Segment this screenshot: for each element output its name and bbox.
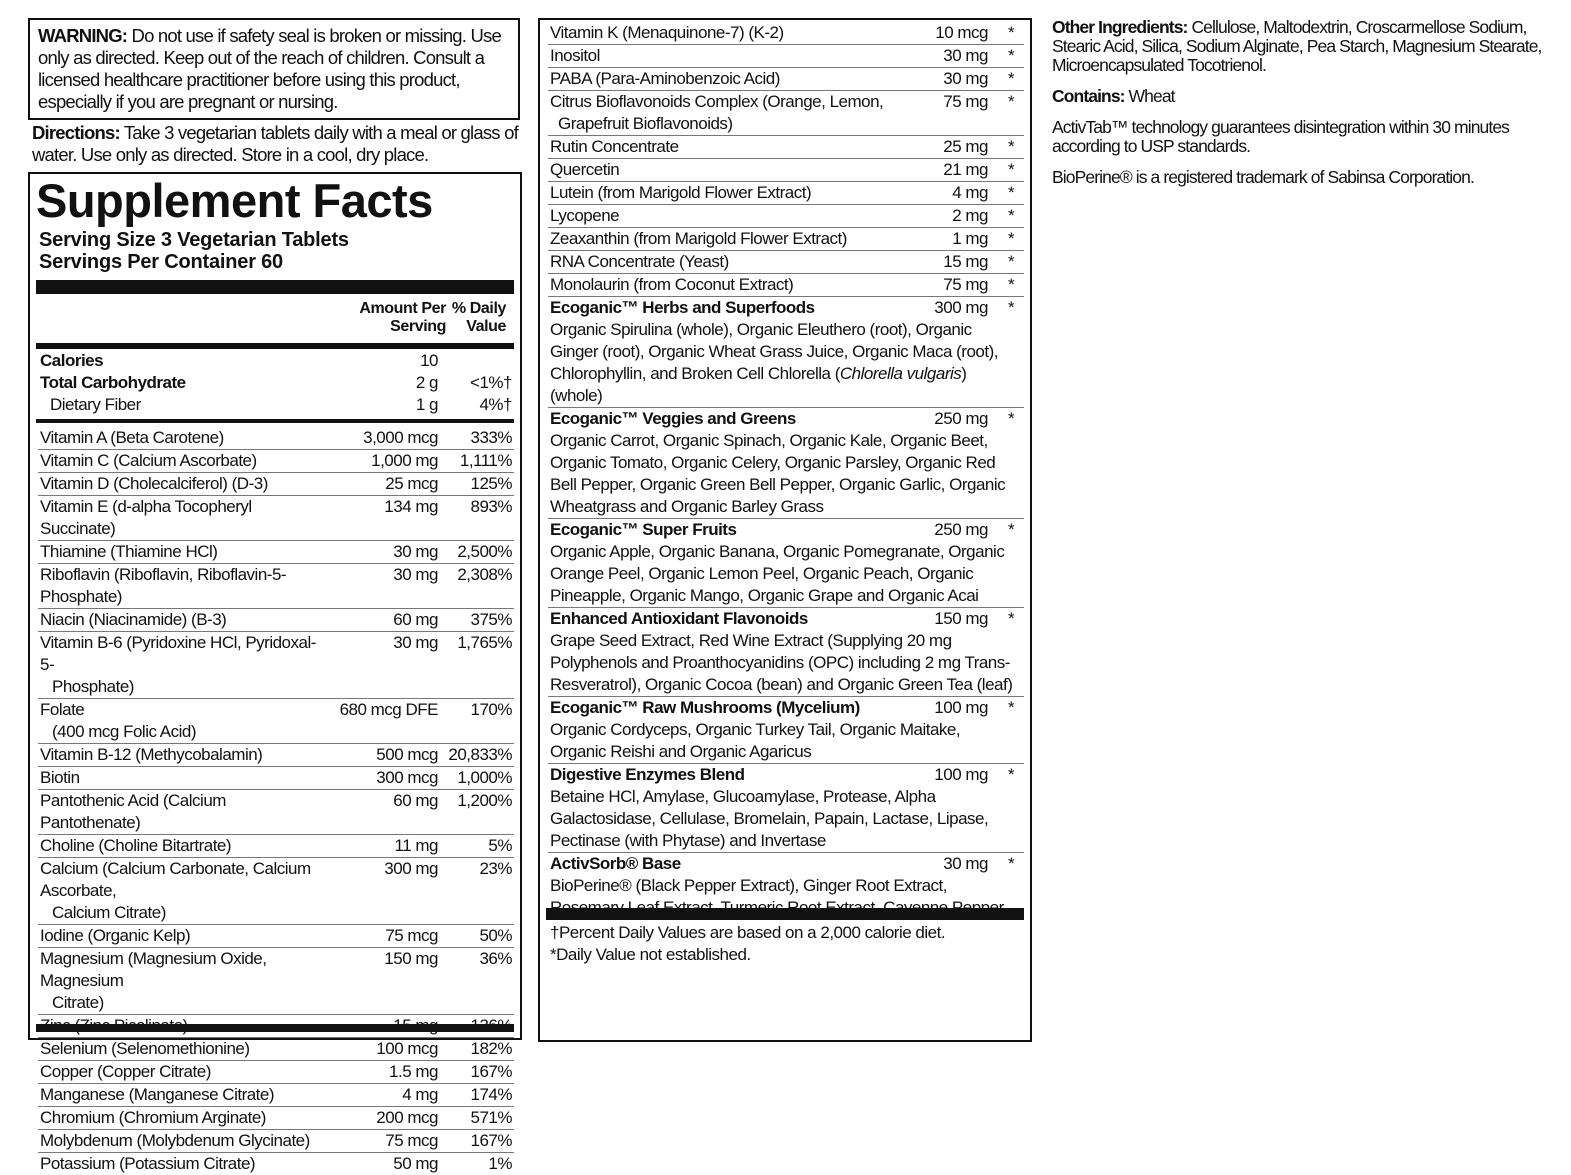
blend-ingredients-text: Organic Spirulina (whole), Organic Eleuthero (root), Organic Ginger (root), Organic Wheat Grass Juice, Organic Maca (root), Chlorophyllin, and Broken Cell Chlorella (	[550, 320, 998, 383]
nutrient-name-line: Vitamin C (Calcium Ascorbate)	[40, 451, 257, 470]
nutrient-dv: 23%	[479, 859, 512, 878]
nutrient-row	[548, 182, 1024, 205]
other-ingredients-text: Cellulose, Maltodextrin, Croscarmellose Sodium, Stearic Acid, Silica, Sodium Alginate, Pea Starch, Magnesium Stearate, Microencapsulated Tocotrienol.	[1052, 17, 1542, 75]
nutrient-name-line: Lycopene	[550, 206, 620, 225]
nutrient-dv: 2,308%	[457, 565, 512, 584]
nutrient-name-line: Vitamin D (Cholecalciferol) (D-3)	[40, 474, 268, 493]
nutrient-name	[38, 1038, 328, 1060]
blend-ingredients	[548, 430, 1024, 519]
dv-asterisk: *	[1007, 609, 1015, 628]
nutrient-name	[38, 790, 328, 834]
nutrient-name	[38, 450, 328, 472]
nutrient-name	[548, 45, 888, 67]
blend-amount: 100 mg	[934, 698, 988, 717]
nutrient-dv: 1%	[488, 1154, 512, 1173]
nutrient-row	[38, 372, 514, 394]
blend-row	[548, 853, 1024, 875]
divider-bar	[36, 343, 514, 349]
blend-ingredients-text: Organic Cordyceps, Organic Turkey Tail, Organic Maitake, Organic Reishi and Organic Agaricus	[550, 720, 961, 761]
dv-asterisk: *	[1007, 69, 1015, 88]
nutrient-name	[548, 228, 888, 250]
blend-name: Ecoganic™ Raw Mushrooms (Mycelium)	[550, 698, 860, 717]
nutrient-name	[548, 91, 888, 135]
nutrient-name: Calories	[40, 351, 104, 370]
nutrient-name	[548, 68, 888, 90]
warning-label: WARNING:	[38, 25, 128, 46]
nutrient-row	[38, 835, 514, 858]
nutrient-amount: 150 mg	[384, 949, 438, 968]
nutrient-name	[548, 205, 888, 227]
blend-row	[548, 608, 1024, 630]
nutrient-row	[38, 1107, 514, 1130]
nutrient-dv: 1,200%	[457, 791, 512, 810]
dv-asterisk: *	[1007, 206, 1015, 225]
nutrient-dv: 5%	[488, 836, 512, 855]
nutrient-amount: 4 mg	[402, 1085, 438, 1104]
blend-name: ActivSorb® Base	[550, 854, 681, 873]
nutrient-amount: 1,000 mg	[371, 451, 438, 470]
blend-amount: 150 mg	[934, 609, 988, 628]
nutrient-dv: 1,111%	[459, 451, 512, 470]
nutrient-row	[38, 699, 514, 744]
nutrient-name-line: Selenium (Selenomethionine)	[40, 1039, 250, 1058]
nutrient-amount: 21 mg	[943, 160, 988, 179]
dv-asterisk: *	[1007, 229, 1015, 248]
nutrient-amount: 30 mg	[943, 46, 988, 65]
right-column	[1052, 18, 1552, 199]
nutrient-amount: 680 mcg DFE	[339, 700, 438, 719]
nutrient-name	[38, 541, 328, 563]
nutrient-row	[548, 251, 1024, 274]
nutrient-dv	[438, 350, 514, 372]
dv-asterisk: *	[1007, 698, 1015, 717]
dv-asterisk: *	[1007, 23, 1015, 42]
nutrient-dv: 571%	[470, 1108, 512, 1127]
blend-name: Digestive Enzymes Blend	[550, 765, 745, 784]
nutrient-dv: 2,500%	[457, 542, 512, 561]
nutrient-name-line: Calcium Citrate)	[52, 903, 166, 922]
nutrient-name-line: Grapefruit Bioflavonoids)	[558, 114, 733, 133]
nutrient-name	[38, 473, 328, 495]
blend-amount: 30 mg	[943, 854, 988, 873]
nutrient-dv: 1,765%	[457, 633, 512, 652]
nutrient-name	[38, 427, 328, 449]
nutrient-amount: 1.5 mg	[389, 1062, 438, 1081]
nutrient-name-line: Pantothenic Acid (Calcium Pantothenate)	[40, 791, 226, 832]
nutrient-amount: 75 mg	[943, 92, 988, 111]
directions-label: Directions:	[32, 122, 120, 143]
nutrient-amount: 300 mg	[384, 859, 438, 878]
nutrient-name-line: Zeaxanthin (from Marigold Flower Extract)	[550, 229, 847, 248]
nutrient-row	[38, 1061, 514, 1084]
nutrient-name: Total Carbohydrate	[40, 373, 186, 392]
nutrient-row	[38, 350, 514, 372]
nutrient-dv: 167%	[470, 1131, 512, 1150]
nutrient-name	[548, 182, 888, 204]
nutrient-name	[38, 835, 328, 857]
nutrient-dv: 170%	[470, 700, 512, 719]
nutrient-row	[38, 1130, 514, 1153]
nutrient-amount: 25 mcg	[385, 474, 438, 493]
nutrient-row	[548, 45, 1024, 68]
nutrient-amount: 2 mg	[952, 206, 988, 225]
nutrient-row	[38, 1153, 514, 1175]
nutrient-row	[38, 925, 514, 948]
nutrient-name: Dietary Fiber	[50, 395, 141, 414]
nutrient-name-line: Citrate)	[52, 993, 104, 1012]
activtab-note: ActivTab™ technology guarantees disintegration within 30 minutes according to USP standards.	[1052, 117, 1510, 156]
nutrient-amount: 75 mg	[943, 275, 988, 294]
blend-name: Ecoganic™ Veggies and Greens	[550, 409, 796, 428]
nutrient-row	[548, 136, 1024, 159]
nutrient-name	[38, 1153, 328, 1175]
nutrient-name	[548, 274, 888, 296]
nutrient-amount: 15 mg	[943, 252, 988, 271]
nutrient-name-line: Thiamine (Thiamine HCl)	[40, 542, 218, 561]
nutrient-name-line: Quercetin	[550, 160, 620, 179]
blend-amount: 250 mg	[934, 409, 988, 428]
nutrient-name-line: Vitamin A (Beta Carotene)	[40, 428, 224, 447]
nutrient-amount: 4 mg	[952, 183, 988, 202]
dv-asterisk: *	[1007, 298, 1015, 317]
nutrient-row	[548, 91, 1024, 136]
nutrient-name-line: Calcium (Calcium Carbonate, Calcium Ascorbate,	[40, 859, 311, 900]
nutrient-dv: 893%	[470, 497, 512, 516]
footnote-daily-values: †Percent Daily Values are based on a 2,000 calorie diet.	[550, 923, 946, 942]
serving-size: Serving Size 3 Vegetarian Tablets	[39, 229, 349, 251]
nutrient-dv: 167%	[470, 1062, 512, 1081]
nutrient-name-line: PABA (Para-Aminobenzoic Acid)	[550, 69, 780, 88]
nutrient-name-line: Inositol	[550, 46, 600, 65]
nutrient-amount: 2 g	[415, 373, 438, 392]
warning-text: Do not use if safety seal is broken or missing. Use only as directed. Keep out of the reach of children. Consult a licensed healthcare practitioner before using this product, especially if you are pregnant or nursing.	[38, 25, 501, 112]
nutrient-amount: 75 mcg	[385, 926, 438, 945]
nutrient-row	[38, 790, 514, 835]
vitamin-rows	[38, 427, 514, 1175]
nutrient-name	[38, 699, 328, 743]
nutrient-row	[548, 22, 1024, 45]
bioperine-note: BioPerine® is a registered trademark of Sabinsa Corporation.	[1052, 167, 1474, 187]
nutrient-name-line: Iodine (Organic Kelp)	[40, 926, 191, 945]
nutrient-amount: 50 mg	[393, 1154, 438, 1173]
nutrient-name	[38, 767, 328, 789]
nutrient-name	[38, 858, 328, 924]
blend-ingredients	[548, 630, 1024, 697]
nutrient-name	[548, 136, 888, 158]
blend-row	[548, 297, 1024, 319]
dv-asterisk: *	[1007, 275, 1015, 294]
dv-asterisk: *	[1007, 46, 1015, 65]
blend-name: Enhanced Antioxidant Flavonoids	[550, 609, 808, 628]
nutrient-name	[38, 744, 328, 766]
nutrient-name-line: Vitamin B-12 (Methycobalamin)	[40, 745, 263, 764]
nutrient-name	[38, 948, 328, 1014]
nutrient-row	[38, 1038, 514, 1061]
nutrient-dv: 50%	[479, 926, 512, 945]
nutrient-name-line: Magnesium (Magnesium Oxide, Magnesium	[40, 949, 267, 990]
nutrient-name-line: Lutein (from Marigold Flower Extract)	[550, 183, 812, 202]
nutrient-dv: 4%†	[479, 395, 512, 414]
nutrient-name-line: Vitamin K (Menaquinone-7) (K-2)	[550, 23, 784, 42]
nutrient-row	[38, 473, 514, 496]
nutrient-name-line: Manganese (Manganese Citrate)	[40, 1085, 275, 1104]
nutrient-amount: 10 mcg	[935, 23, 988, 42]
contains	[1052, 87, 1552, 106]
blend-ingredients-text: Grape Seed Extract, Red Wine Extract (Supplying 20 mg Polyphenols and Proanthocyanidins (OPC) including 2 mg Trans-Resveratrol), Organic Cocoa (bean) and Organic Green Tea (leaf)	[550, 631, 1013, 694]
header-daily-value: % Daily Value	[451, 300, 506, 335]
nutrient-name	[548, 251, 888, 273]
nutrient-row	[38, 496, 514, 541]
nutrient-row	[38, 1084, 514, 1107]
supplement-facts-continued	[538, 18, 1032, 1042]
nutrient-row	[548, 274, 1024, 297]
other-ingredients-label: Other Ingredients:	[1052, 17, 1188, 37]
supplement-facts-panel	[28, 172, 522, 1173]
contains-label: Contains:	[1052, 86, 1125, 106]
nutrient-name-line: (400 mcg Folic Acid)	[52, 722, 196, 741]
nutrient-row	[548, 228, 1024, 251]
blend-ingredients	[548, 719, 1024, 764]
directions	[32, 122, 520, 166]
dv-asterisk: *	[1007, 137, 1015, 156]
mid-rows	[548, 22, 1024, 919]
nutrient-amount: 100 mcg	[376, 1039, 438, 1058]
nutrient-amount: 60 mg	[393, 791, 438, 810]
nutrient-row	[38, 427, 514, 450]
directions-text: Take 3 vegetarian tablets daily with a meal or glass of water. Use only as directed. Store in a cool, dry place.	[32, 122, 518, 165]
blend-ingredients	[548, 319, 1024, 408]
nutrient-row	[548, 205, 1024, 228]
supplement-facts-title: Supplement Facts	[36, 174, 433, 227]
nutrient-name	[38, 564, 328, 608]
nutrient-name-line: Niacin (Niacinamide) (B-3)	[40, 610, 227, 629]
nutrient-name	[38, 1061, 328, 1083]
nutrient-amount: 500 mcg	[376, 745, 438, 764]
blend-amount: 100 mg	[934, 765, 988, 784]
nutrient-row	[38, 564, 514, 609]
blend-name: Ecoganic™ Super Fruits	[550, 520, 737, 539]
nutrient-name-line: Biotin	[40, 768, 80, 787]
nutrient-name	[38, 925, 328, 947]
nutrient-row	[38, 541, 514, 564]
blend-row	[548, 697, 1024, 719]
dv-asterisk: *	[1007, 252, 1015, 271]
other-ingredients	[1052, 18, 1552, 75]
warning-box	[28, 18, 520, 120]
nutrient-amount: 30 mg	[393, 565, 438, 584]
calorie-rows	[38, 350, 514, 416]
nutrient-row	[548, 159, 1024, 182]
footnote-not-established: *Daily Value not established.	[550, 945, 751, 964]
nutrient-name-line: Potassium (Potassium Citrate)	[40, 1154, 256, 1173]
nutrient-name-line: Choline (Choline Bitartrate)	[40, 836, 232, 855]
contains-text: Wheat	[1124, 86, 1175, 106]
nutrient-amount: 60 mg	[393, 610, 438, 629]
nutrient-dv: 333%	[470, 428, 512, 447]
dv-asterisk: *	[1007, 183, 1015, 202]
nutrient-dv: <1%†	[470, 373, 512, 392]
nutrient-name	[38, 609, 328, 631]
nutrient-dv: 174%	[470, 1085, 512, 1104]
nutrient-amount: 200 mcg	[376, 1108, 438, 1127]
nutrient-amount: 30 mg	[943, 69, 988, 88]
nutrient-amount: 30 mg	[393, 633, 438, 652]
blend-amount: 250 mg	[934, 520, 988, 539]
nutrient-amount: 1 g	[415, 395, 438, 414]
nutrient-amount: 3,000 mcg	[363, 428, 438, 447]
dv-asterisk: *	[1007, 854, 1015, 873]
nutrient-amount: 134 mg	[384, 497, 438, 516]
nutrient-row	[38, 609, 514, 632]
nutrient-name-line: Riboflavin (Riboflavin, Riboflavin-5-Phosphate)	[40, 565, 287, 606]
nutrient-row	[38, 744, 514, 767]
nutrient-name	[38, 1107, 328, 1129]
nutrient-name-line: Rutin Concentrate	[550, 137, 679, 156]
nutrient-name-line: Citrus Bioflavonoids Complex (Orange, Lemon,	[550, 92, 884, 111]
nutrient-name	[38, 1084, 328, 1106]
blend-name: Ecoganic™ Herbs and Superfoods	[550, 298, 815, 317]
nutrient-name	[38, 496, 328, 540]
servings-per-container: Servings Per Container 60	[39, 251, 283, 273]
dv-asterisk: *	[1007, 160, 1015, 179]
blend-ingredients-text: Betaine HCl, Amylase, Glucoamylase, Protease, Alpha Galactosidase, Cellulase, Bromelain, Papain, Lactase, Lipase, Pectinase (with Phytase) and Invertase	[550, 787, 989, 850]
nutrient-amount: 75 mcg	[385, 1131, 438, 1150]
nutrient-amount: 25 mg	[943, 137, 988, 156]
divider-bar	[546, 908, 1024, 920]
nutrient-name-line: Molybdenum (Molybdenum Glycinate)	[40, 1131, 310, 1150]
nutrient-row	[38, 858, 514, 925]
divider-bar	[36, 280, 514, 294]
dv-asterisk: *	[1007, 409, 1015, 428]
blend-ingredients	[548, 786, 1024, 853]
blend-row	[548, 764, 1024, 786]
nutrient-name-line: Vitamin B-6 (Pyridoxine HCl, Pyridoxal-5-	[40, 633, 316, 674]
nutrient-amount: 300 mcg	[376, 768, 438, 787]
nutrient-dv: 20,833%	[448, 745, 512, 764]
blend-ingredients-text: Organic Apple, Organic Banana, Organic Pomegranate, Organic Orange Peel, Organic Lemon Peel, Organic Peach, Organic Pineapple, Organic Mango, Organic Grape and Organic Acai	[550, 542, 1005, 605]
nutrient-row	[38, 450, 514, 473]
nutrient-name	[38, 632, 328, 698]
blend-amount: 300 mg	[934, 298, 988, 317]
blend-ingredients-italic: Chlorella vulgaris	[839, 364, 962, 383]
nutrient-name-line: Vitamin E (d-alpha Tocopheryl Succinate)	[40, 497, 252, 538]
divider-bar	[36, 1024, 514, 1032]
nutrient-name-line: Folate	[40, 700, 85, 719]
nutrient-name	[38, 1130, 328, 1152]
nutrient-dv: 1,000%	[457, 768, 512, 787]
nutrient-dv: 182%	[470, 1039, 512, 1058]
nutrient-name	[548, 159, 888, 181]
nutrient-amount: 10	[420, 351, 438, 370]
nutrient-row	[548, 68, 1024, 91]
header-amount-per-serving: Amount Per Serving	[359, 300, 446, 335]
nutrient-amount: 30 mg	[393, 542, 438, 561]
dv-asterisk: *	[1007, 92, 1015, 111]
nutrient-name	[548, 22, 888, 44]
nutrient-name-line: Monolaurin (from Coconut Extract)	[550, 275, 794, 294]
blend-row	[548, 519, 1024, 541]
blend-row	[548, 408, 1024, 430]
nutrient-dv: 125%	[470, 474, 512, 493]
nutrient-name-line: RNA Concentrate (Yeast)	[550, 252, 729, 271]
blend-ingredients-text: BioPerine® (Black Pepper Extract), Ginger Root Extract,	[550, 876, 947, 895]
nutrient-row	[38, 767, 514, 790]
blend-ingredients	[548, 541, 1024, 608]
nutrient-row	[38, 394, 514, 416]
nutrient-name-line: Chromium (Chromium Arginate)	[40, 1108, 266, 1127]
nutrient-name-line: Phosphate)	[52, 677, 134, 696]
dv-asterisk: *	[1007, 520, 1015, 539]
blend-ingredients-text: ) (whole)	[550, 364, 967, 405]
nutrient-amount: 1 mg	[952, 229, 988, 248]
nutrient-dv: 36%	[479, 949, 512, 968]
divider-bar	[36, 419, 514, 423]
blend-ingredients-text: Organic Carrot, Organic Spinach, Organic Kale, Organic Beet, Organic Tomato, Organic Celery, Organic Parsley, Organic Red Bell Pepper, Organic Green Bell Pepper, Organic Garlic, Organic Wheatgrass and Organic Barley Grass	[550, 431, 1006, 516]
nutrient-dv: 375%	[470, 610, 512, 629]
nutrient-row	[38, 948, 514, 1015]
dv-asterisk: *	[1007, 765, 1015, 784]
nutrient-amount: 11 mg	[394, 836, 438, 855]
nutrient-name-line: Copper (Copper Citrate)	[40, 1062, 211, 1081]
nutrient-row	[38, 632, 514, 699]
